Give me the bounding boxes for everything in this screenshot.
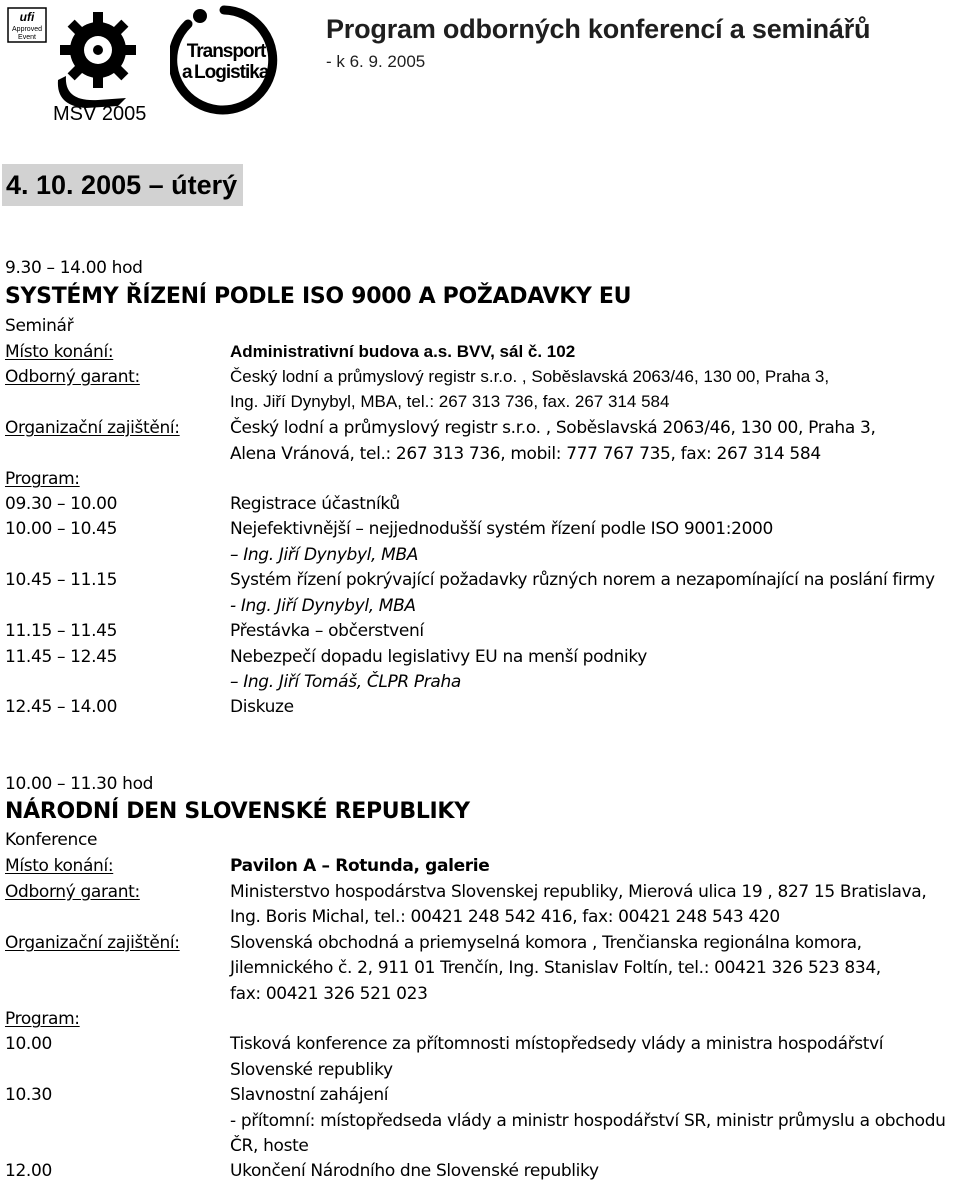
date-heading: 4. 10. 2005 – úterý <box>2 164 243 206</box>
s1-guarantor-label: Odborný garant: <box>5 367 140 387</box>
s1-program-speaker: - Ing. Jiří Dynybyl, MBA <box>230 596 416 616</box>
document-subtitle: - k 6. 9. 2005 <box>326 52 426 71</box>
s2-title: NÁRODNÍ DEN SLOVENSKÉ REPUBLIKY <box>5 799 470 824</box>
transport-text: Transport <box>186 41 266 62</box>
ufi-text: ufi <box>19 10 35 24</box>
s1-program-label: Program: <box>5 469 80 489</box>
s1-program-time: 11.15 – 11.45 <box>5 621 118 641</box>
s2-org-line-1: Slovenská obchodná a priemyselná komora , Trenčianska regionálna komora, <box>230 933 862 953</box>
s1-program-speaker: – Ing. Jiří Tomáš, ČLPR Praha <box>230 672 461 692</box>
s1-program-item: Přestávka – občerstvení <box>230 621 424 641</box>
s1-guarantor-line-1: Český lodní a průmyslový registr s.r.o. , Soběslavská 2063/46, 130 00, Praha 3, <box>230 367 830 386</box>
s1-program-time: 10.45 – 11.15 <box>5 570 118 590</box>
s1-type: Seminář <box>5 316 74 336</box>
s2-guarantor-line-2: Ing. Boris Michal, tel.: 00421 248 542 416, fax: 00421 248 543 420 <box>230 907 780 927</box>
s2-program-item-cont: Slovenské republiky <box>230 1060 393 1080</box>
s1-program-time: 11.45 – 12.45 <box>5 647 118 667</box>
transport-logistika-logo <box>170 2 278 122</box>
s2-org-line-3: fax: 00421 326 521 023 <box>230 984 428 1004</box>
s1-title: SYSTÉMY ŘÍZENÍ PODLE ISO 9000 A POŽADAVKY EU <box>5 284 632 309</box>
s2-program-time: 12.00 <box>5 1161 52 1181</box>
s1-program-item: Nejefektivnější – nejjednodušší systém řízení podle ISO 9001:2000 <box>230 519 773 539</box>
s2-program-item: Slavnostní zahájení <box>230 1085 389 1105</box>
msv-2005-text: MSV 2005 <box>53 103 146 124</box>
ufi-msv-logo <box>6 6 146 124</box>
s2-program-time: 10.00 <box>5 1034 52 1054</box>
s1-program-speaker: – Ing. Jiří Dynybyl, MBA <box>230 545 419 565</box>
s1-program-item: Nebezpečí dopadu legislativy EU na menší podniky <box>230 647 647 667</box>
s2-program-item-cont: ČR, hoste <box>230 1136 309 1156</box>
s2-time: 10.00 – 11.30 hod <box>5 774 154 794</box>
s2-type: Konference <box>5 830 98 850</box>
s2-program-label: Program: <box>5 1009 80 1029</box>
s2-program-item: Tisková konference za přítomnosti místopředsedy vlády a ministra hospodářství <box>230 1034 884 1054</box>
s2-venue-label: Místo konání: <box>5 856 114 876</box>
s2-program-item: Ukončení Národního dne Slovenské republiky <box>230 1161 599 1181</box>
s1-venue: Administrativní budova a.s. BVV, sál č. 102 <box>230 342 576 361</box>
s2-guarantor-line-1: Ministerstvo hospodárstva Slovenskej republiky, Mierová ulica 19 , 827 15 Bratislava, <box>230 882 927 902</box>
ufi-approved-event-badge <box>8 8 46 42</box>
s1-guarantor-line-2: Ing. Jiří Dynybyl, MBA, tel.: 267 313 736, fax. 267 314 584 <box>230 392 670 411</box>
s1-org-line-2: Alena Vránová, tel.: 267 313 736, mobil: 777 767 735, fax: 267 314 584 <box>230 444 821 464</box>
s1-org-line-1: Český lodní a průmyslový registr s.r.o. , Soběslavská 2063/46, 130 00, Praha 3, <box>230 418 876 438</box>
s1-program-time: 12.45 – 14.00 <box>5 697 118 717</box>
s2-program-item-cont: - přítomní: místopředseda vlády a ministr hospodářství SR, ministr průmyslu a obchodu <box>230 1111 946 1131</box>
s1-program-item: Registrace účastníků <box>230 494 400 514</box>
s2-guarantor-label: Odborný garant: <box>5 882 140 902</box>
logistika-text: Logistika <box>194 62 269 83</box>
s2-program-time: 10.30 <box>5 1085 52 1105</box>
ufi-event-text: Event <box>18 34 36 41</box>
s1-program-time: 09.30 – 10.00 <box>5 494 118 514</box>
s1-venue-label: Místo konání: <box>5 342 114 362</box>
ufi-approved-text: Approved <box>12 26 42 33</box>
s1-program-time: 10.00 – 10.45 <box>5 519 118 539</box>
s1-program-item: Systém řízení pokrývající požadavky různých norem a nezapomínající na poslání firmy <box>230 570 935 590</box>
s2-org-label: Organizační zajištění: <box>5 933 180 953</box>
a-text: a <box>182 62 193 83</box>
s1-time: 9.30 – 14.00 hod <box>5 258 143 278</box>
s1-program-item: Diskuze <box>230 697 294 717</box>
document-title: Program odborných konferencí a seminářů <box>326 14 871 44</box>
s2-org-line-2: Jilemnického č. 2, 911 01 Trenčín, Ing. Stanislav Foltín, tel.: 00421 326 523 834, <box>230 958 881 978</box>
gear-icon <box>60 12 136 88</box>
s1-org-label: Organizační zajištění: <box>5 418 180 438</box>
s2-venue: Pavilon A – Rotunda, galerie <box>230 856 490 876</box>
